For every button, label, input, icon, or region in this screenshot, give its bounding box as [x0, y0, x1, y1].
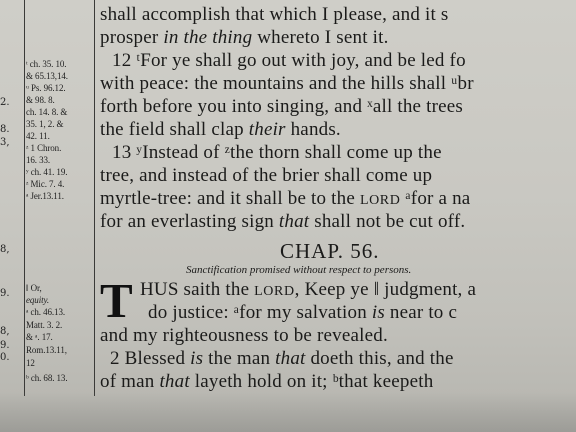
text-run: ᵃfor a na — [400, 188, 471, 209]
verse-line — [148, 302, 576, 324]
verse-line — [100, 348, 576, 370]
margin-number: 3, — [0, 137, 10, 148]
margin-rule-left — [24, 0, 25, 396]
margin-number: 9. — [0, 340, 10, 351]
verse-line: shall accomplish that which I please, and it s — [100, 4, 449, 25]
text-run: hands. — [285, 119, 341, 140]
text-run: do justice: ᵃfor my salvation — [148, 302, 372, 323]
cross-reference: 35. 1, 2. & — [26, 119, 64, 129]
text-run: the field shall clap — [100, 119, 249, 140]
text-run: HUS saith the — [140, 279, 255, 300]
verse-line — [100, 371, 576, 393]
margin-rule-right — [94, 0, 95, 396]
text-run: of man — [100, 371, 160, 392]
text-run: shall not be cut off. — [309, 211, 466, 232]
cross-reference: & 98. 8. — [26, 95, 55, 105]
chapter-heading: CHAP. 56. — [280, 239, 380, 263]
margin-number: 0. — [0, 352, 10, 363]
cross-reference: ᵘ Ps. 96.12. — [26, 83, 66, 93]
cross-reference: ᶻ 1 Chron. — [26, 143, 62, 153]
verse-line — [100, 119, 576, 141]
text-run: doeth this, and the — [305, 348, 454, 369]
cross-reference: ᵃ ch. 46.13. — [26, 307, 66, 317]
verse-line — [100, 188, 576, 210]
verse-line — [100, 27, 576, 49]
cross-reference: ʸ ch. 41. 19. — [26, 167, 68, 177]
cross-reference: equity. — [26, 295, 50, 305]
verse-line: with peace: the mountains and the hills shall ᵘbr — [100, 73, 474, 94]
verse-line — [100, 50, 576, 72]
cross-reference: ᶻ Mic. 7. 4. — [26, 179, 65, 189]
text-run: , Keep ye ‖ judgment, a — [294, 279, 477, 300]
cross-reference: & ᵃ. 17. — [26, 332, 53, 342]
italic-text: in the thing — [163, 27, 253, 48]
verse-line: forth before you into singing, and ˣall the trees — [100, 96, 464, 117]
cross-reference: 16. 33. — [26, 155, 51, 165]
cross-reference: 12 — [26, 358, 35, 368]
text-run: layeth hold on it; ᵇthat keepeth — [189, 371, 434, 392]
text-run: myrtle-tree: and it shall be to the — [100, 188, 360, 209]
cross-reference: ᵇ ch. 68. 13. — [26, 373, 68, 383]
verse-line: and my righteousness to be revealed. — [100, 325, 388, 346]
verse-line — [100, 211, 576, 233]
verse-line: tree, and instead of the brier shall come up — [100, 165, 433, 186]
margin-number: 2. — [0, 97, 10, 108]
cross-reference: ch. 14. 8. & — [26, 107, 68, 117]
verse-number: 12 — [112, 50, 137, 71]
page-shadow — [0, 392, 576, 432]
cross-reference: 42. 11. — [26, 131, 50, 141]
cross-reference: Rom.13.11, — [26, 345, 67, 355]
cross-reference: & 65.13,14. — [26, 71, 68, 81]
margin-number: 8, — [0, 326, 10, 337]
text-run: prosper — [100, 27, 164, 48]
text-run: 2 Blessed — [110, 348, 191, 369]
italic-text: is — [371, 302, 385, 323]
verse-line: 13 ʸInstead of ᶻthe thorn shall come up the — [112, 142, 442, 163]
text-run: the man — [203, 348, 276, 369]
small-caps-text: LORD — [254, 284, 295, 299]
verse-line — [140, 279, 576, 301]
cross-reference: ᵃ Jer.13.11. — [26, 191, 64, 201]
margin-number: 8, — [0, 244, 10, 255]
margin-number: 8. — [0, 124, 10, 135]
cross-reference: ‖ Or, — [26, 283, 42, 293]
chapter-summary: Sanctification promised without respect to persons. — [186, 264, 412, 276]
italic-text: is — [190, 348, 204, 369]
italic-text: their — [248, 119, 286, 140]
italic-text: that — [275, 348, 306, 369]
italic-text: that — [159, 371, 190, 392]
text-run: near to c — [384, 302, 458, 323]
text-run: whereto I sent it. — [252, 27, 389, 48]
text-run: for an everlasting sign — [100, 211, 279, 232]
text-run: ᵗFor ye shall go out with joy, and be led fo — [136, 50, 466, 71]
cross-reference: Matt. 3. 2. — [26, 320, 63, 330]
drop-cap: T — [100, 273, 133, 328]
margin-number: 9. — [0, 288, 10, 299]
cross-reference: ᵗ ch. 35. 10. — [26, 59, 67, 69]
small-caps-text: LORD — [359, 193, 401, 208]
italic-text: that — [278, 211, 310, 232]
